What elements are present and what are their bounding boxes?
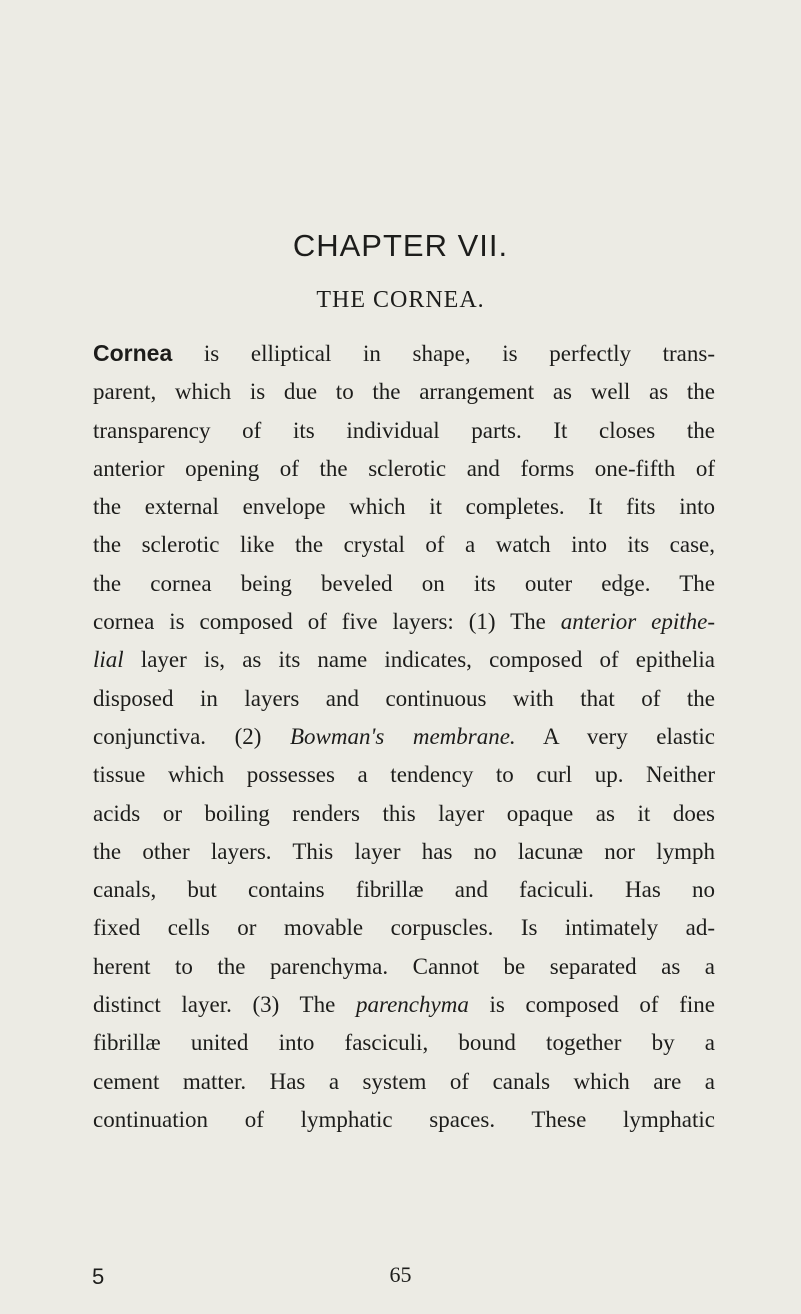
- lead-term: Cornea: [93, 340, 173, 366]
- text-line: the sclerotic like the crystal of a watch into its case,: [93, 532, 715, 558]
- text-line: the cornea being beveled on its outer edge. The: [93, 570, 715, 596]
- text-line: anterior opening of the sclerotic and forms one-fifth of: [93, 455, 715, 481]
- text-line: fixed cells or movable corpuscles. Is intimately ad-: [93, 915, 715, 941]
- text-line: herent to the parenchyma. Cannot be separated as a: [93, 953, 715, 979]
- text-line: distinct layer. (3) The parenchyma is composed of fine: [93, 992, 715, 1018]
- page-number: 65: [389, 1262, 412, 1287]
- italic-term: lial: [93, 647, 124, 673]
- body-paragraph: [93, 334, 715, 1139]
- text-line: canals, but contains fibrillæ and faciculi. Has no: [93, 877, 715, 903]
- italic-term: Bowman's membrane.: [289, 723, 516, 749]
- italic-term: parenchyma: [355, 992, 469, 1018]
- text-line: continuation of lymphatic spaces. These lymphatic: [93, 1106, 715, 1132]
- chapter-heading: CHAPTER VII.: [292, 228, 509, 263]
- text-line: Cornea is elliptical in shape, is perfectly trans-: [93, 340, 715, 366]
- text-line: disposed in layers and continuous with that of the: [93, 685, 715, 711]
- text-line: acids or boiling renders this layer opaque as it does: [93, 800, 715, 826]
- text-line: lial layer is, as its name indicates, composed of epithelia: [93, 647, 715, 673]
- text-line: conjunctiva. (2) Bowman's membrane. A very elastic: [93, 723, 715, 749]
- text-line: fibrillæ united into fasciculi, bound together by a: [93, 1030, 715, 1056]
- text-line: parent, which is due to the arrangement as well as the: [93, 379, 715, 405]
- text-line: cement matter. Has a system of canals which are a: [93, 1068, 715, 1094]
- signature-mark: 5: [92, 1264, 105, 1289]
- text-line: the external envelope which it completes. It fits into: [93, 494, 715, 520]
- text-line: the other layers. This layer has no lacunæ nor lymph: [93, 838, 715, 864]
- text-line: cornea is composed of five layers: (1) The anterior epithe-: [93, 609, 715, 635]
- text-line: tissue which possesses a tendency to curl up. Neither: [93, 762, 715, 788]
- italic-term: anterior epithe-: [560, 609, 715, 635]
- chapter-title: THE CORNEA.: [316, 287, 485, 313]
- text-line: transparency of its individual parts. It closes the: [93, 417, 715, 443]
